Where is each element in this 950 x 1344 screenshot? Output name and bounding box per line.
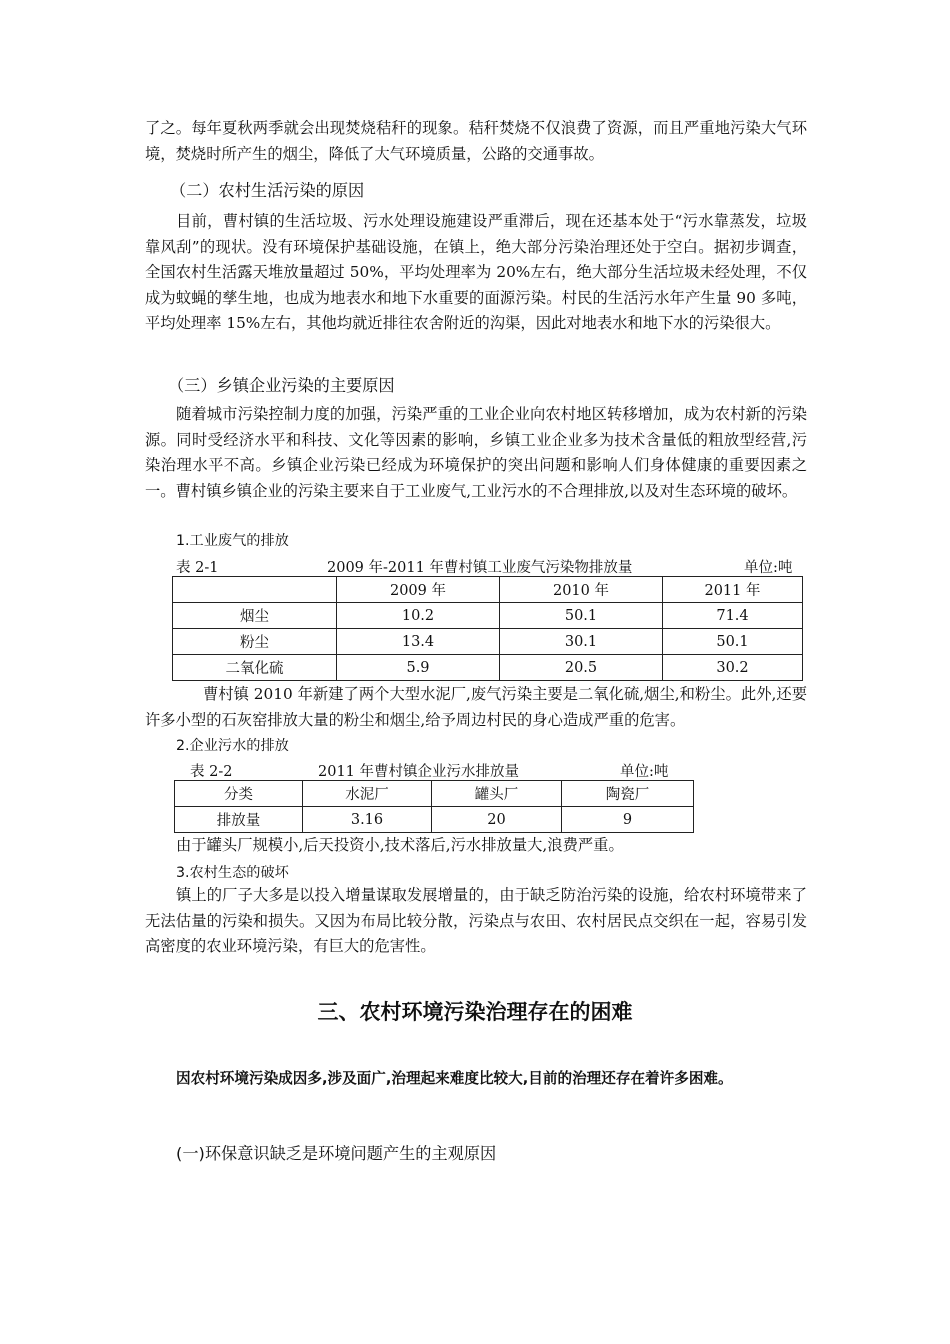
table-header-cell: 陶瓷厂 <box>562 781 694 807</box>
chapter-3-subheading: (一)环保意识缺乏是环境问题产生的主观原因 <box>176 1144 497 1163</box>
section-2-heading: （二）农村生活污染的原因 <box>170 181 365 200</box>
sub-3-body: 镇上的厂子大多是以投入增量谋取发展增量的，由于缺乏防治污染的设施，给农村环境带来了无法估量的污染和损失。又因为布局比较分散，污染点与农田、农村居民点交织在一起，容易引发高密度的农业环境污染，有巨大的危害性。 <box>145 886 807 956</box>
table-2-2-unit: 单位:吨 <box>620 764 669 780</box>
table-cell: 30.2 <box>663 655 803 681</box>
table-row <box>173 629 803 655</box>
sub-3-heading: 3.农村生态的破坏 <box>176 865 289 881</box>
sub-1-heading: 1.工业废气的排放 <box>176 533 289 549</box>
table-row <box>175 807 694 833</box>
table-cell: 13.4 <box>337 629 500 655</box>
table-header-cell: 2011 年 <box>663 577 803 603</box>
table-2-2-title: 2011 年曹村镇企业污水排放量 <box>318 764 520 780</box>
table-header-cell: 2010 年 <box>500 577 663 603</box>
sub-1-note: 曹村镇 2010 年新建了两个大型水泥厂,废气污染主要是二氧化硫,烟尘,和粉尘。此外,还要许多小型的石灰窑排放大量的粉尘和烟尘,给予周边村民的身心造成严重的危害。 <box>145 685 807 729</box>
table-cell: 5.9 <box>337 655 500 681</box>
table-2-1 <box>172 576 803 681</box>
table-cell: 二氧化硫 <box>173 655 337 681</box>
table-header-cell: 罐头厂 <box>432 781 562 807</box>
section-2-body: 目前，曹村镇的生活垃圾、污水处理设施建设严重滞后，现在还基本处于“污水靠蒸发，垃圾靠风刮”的现状。没有环境保护基础设施，在镇上，绝大部分污染治理还处于空白。据初步调查，全国农村生活露天堆放量超过 50%，平均处理率为 20%左右，绝大部分生活垃圾未经处理，不仅成为蚊蝇的孳生地，也成为地表水和地下水重要的面源污染。村民的生活污水年产生量 90 多吨，平均处理率 15%左右，其他均就近排往农舍附近的沟渠，因此对地表水和地下水的污染很大。 <box>145 212 807 333</box>
table-cell: 排放量 <box>175 807 303 833</box>
sub-2-note: 由于罐头厂规模小,后天投资小,技术落后,污水排放量大,浪费严重。 <box>176 836 624 854</box>
section-3-heading: （三）乡镇企业污染的主要原因 <box>168 376 395 395</box>
sub-2-heading: 2.企业污水的排放 <box>176 738 289 754</box>
intro-paragraph: 了之。每年夏秋两季就会出现焚烧秸秆的现象。秸秆焚烧不仅浪费了资源，而且严重地污染大气环境，焚烧时所产生的烟尘，降低了大气环境质量，公路的交通事故。 <box>145 119 807 163</box>
table-cell: 3.16 <box>303 807 432 833</box>
table-row <box>173 655 803 681</box>
table-cell: 烟尘 <box>173 603 337 629</box>
table-2-2-number: 表 2-2 <box>190 764 233 780</box>
table-cell: 71.4 <box>663 603 803 629</box>
table-2-1-unit: 单位:吨 <box>744 560 793 576</box>
table-header-row <box>173 577 803 603</box>
table-cell: 10.2 <box>337 603 500 629</box>
table-header-cell: 2009 年 <box>337 577 500 603</box>
chapter-3-intro: 因农村环境污染成因多,涉及面广,治理起来难度比较大,目前的治理还存在着许多困难。 <box>176 1070 733 1087</box>
table-cell: 20 <box>432 807 562 833</box>
section-3-body: 随着城市污染控制力度的加强，污染严重的工业企业向农村地区转移增加，成为农村新的污染源。同时受经济水平和科技、文化等因素的影响，乡镇工业企业多为技术含量低的粗放型经营,污染治理水平不高。乡镇企业污染已经成为环境保护的突出问题和影响人们身体健康的重要因素之一。曹村镇乡镇企业的污染主要来自于工业废气,工业污水的不合理排放,以及对生态环境的破坏。 <box>145 405 807 500</box>
table-cell: 50.1 <box>500 603 663 629</box>
table-2-2 <box>174 780 694 833</box>
table-row <box>173 603 803 629</box>
table-2-1-number: 表 2-1 <box>176 560 219 576</box>
table-header-cell: 水泥厂 <box>303 781 432 807</box>
table-header-cell <box>173 577 337 603</box>
table-2-1-title: 2009 年-2011 年曹村镇工业废气污染物排放量 <box>327 560 633 576</box>
table-header-cell: 分类 <box>175 781 303 807</box>
table-header-row <box>175 781 694 807</box>
table-cell: 9 <box>562 807 694 833</box>
table-cell: 20.5 <box>500 655 663 681</box>
chapter-3-title: 三、农村环境污染治理存在的困难 <box>317 1000 633 1024</box>
table-cell: 30.1 <box>500 629 663 655</box>
table-cell: 粉尘 <box>173 629 337 655</box>
table-cell: 50.1 <box>663 629 803 655</box>
